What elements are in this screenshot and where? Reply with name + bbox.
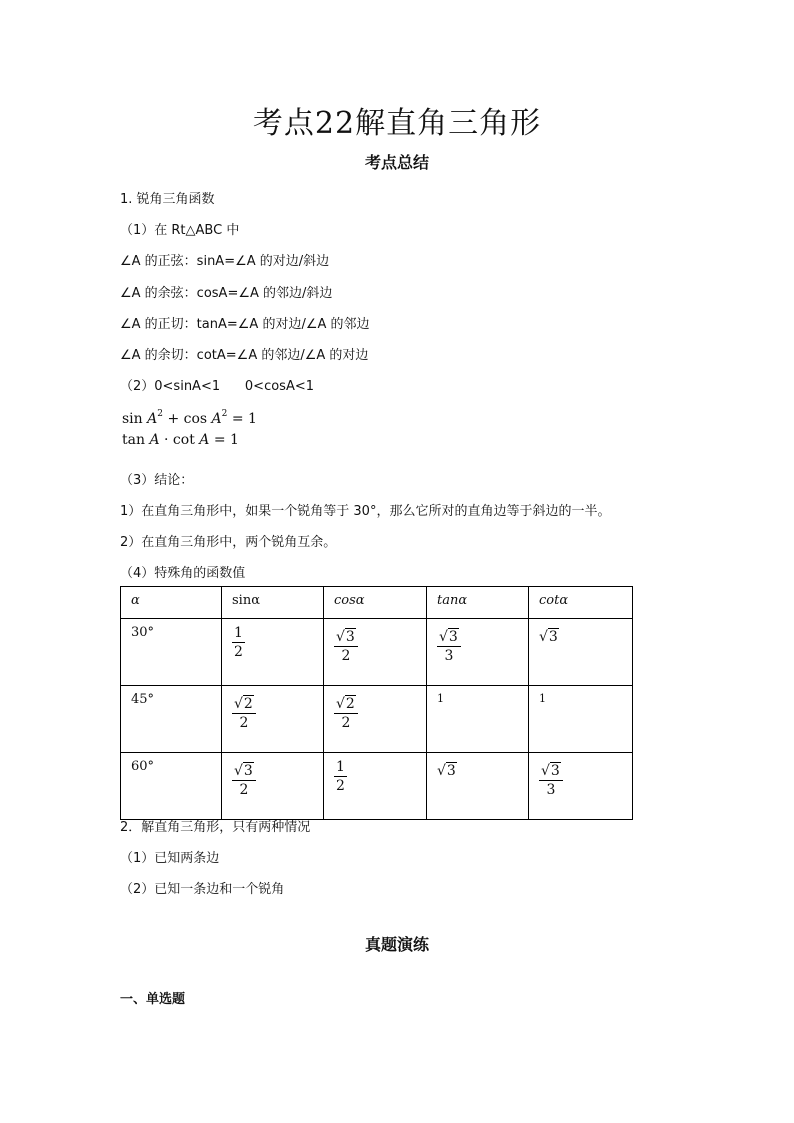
value-cell: $\frac{√3}{3}$ xyxy=(529,753,633,820)
text-line-sine: ∠A 的正弦：sinA=∠A 的对边/斜边 xyxy=(120,254,330,269)
table-row xyxy=(121,619,633,686)
value-cell: $\frac{√2}{2}$ xyxy=(324,686,427,753)
table-row xyxy=(121,686,633,753)
text-line-2: （1）在 Rt△ABC 中 xyxy=(120,223,240,238)
special-angles-table xyxy=(120,586,633,820)
subsection-heading: 一、单选题 xyxy=(120,992,186,1007)
text-line-cotangent: ∠A 的余切：cotA=∠A 的邻边/∠A 的对边 xyxy=(120,348,369,363)
text-line-tangent: ∠A 的正切：tanA=∠A 的对边/∠A 的邻边 xyxy=(120,317,370,332)
angle-cell: 30° xyxy=(121,619,222,686)
header-tan: tanα xyxy=(427,587,529,619)
value-cell: $\frac{√3}{2}$ xyxy=(222,753,324,820)
section-heading-summary: 考点总结 xyxy=(364,153,429,172)
text-line-range: （2）0<sinA<1 0<cosA<1 xyxy=(120,379,315,394)
text-line-conclusion: （3）结论： xyxy=(120,473,194,488)
value-cell: 1 xyxy=(427,686,529,753)
text-line-cosine: ∠A 的余弦：cosA=∠A 的邻边/斜边 xyxy=(120,286,333,301)
value-cell: $\frac{√2}{2}$ xyxy=(222,686,324,753)
text-line-conclusion-1: 1）在直角三角形中，如果一个锐角等于 30°，那么它所对的直角边等于斜边的一半。 xyxy=(120,504,611,519)
section-heading-exercises: 真题演练 xyxy=(364,935,429,954)
header-cot: cotα xyxy=(529,587,633,619)
table-header-row xyxy=(121,587,633,619)
text-line-1: 1. 锐角三角函数 xyxy=(120,192,215,207)
text-line-case-2: （2）已知一条边和一个锐角 xyxy=(120,882,285,897)
angle-cell: 60° xyxy=(121,753,222,820)
text-line-solve: 2．解直角三角形，只有两种情况 xyxy=(120,820,311,835)
value-cell: $\frac{√3}{2}$ xyxy=(324,619,427,686)
page-title: 考点22解直角三角形 xyxy=(252,106,542,141)
formula-identity-1: $\sin A^2 + \cos A^2 = 1$ xyxy=(122,409,257,427)
value-cell: √3 xyxy=(427,753,529,820)
text-line-special-values: （4）特殊角的函数值 xyxy=(120,566,246,581)
formula-identity-2: tan A · cot A = 1 xyxy=(122,432,239,448)
value-cell: $\frac{√3}{3}$ xyxy=(427,619,529,686)
text-line-case-1: （1）已知两条边 xyxy=(120,851,220,866)
text-line-conclusion-2: 2）在直角三角形中，两个锐角互余。 xyxy=(120,535,337,550)
value-cell: √3 xyxy=(529,619,633,686)
header-cos: cosα xyxy=(324,587,427,619)
header-sin: sinα xyxy=(222,587,324,619)
header-alpha: α xyxy=(121,587,222,619)
value-cell: 1 xyxy=(529,686,633,753)
value-cell: $\frac{1}{2}$ xyxy=(324,753,427,820)
angle-cell: 45° xyxy=(121,686,222,753)
table-row xyxy=(121,753,633,820)
value-cell: $\frac{1}{2}$ xyxy=(222,619,324,686)
